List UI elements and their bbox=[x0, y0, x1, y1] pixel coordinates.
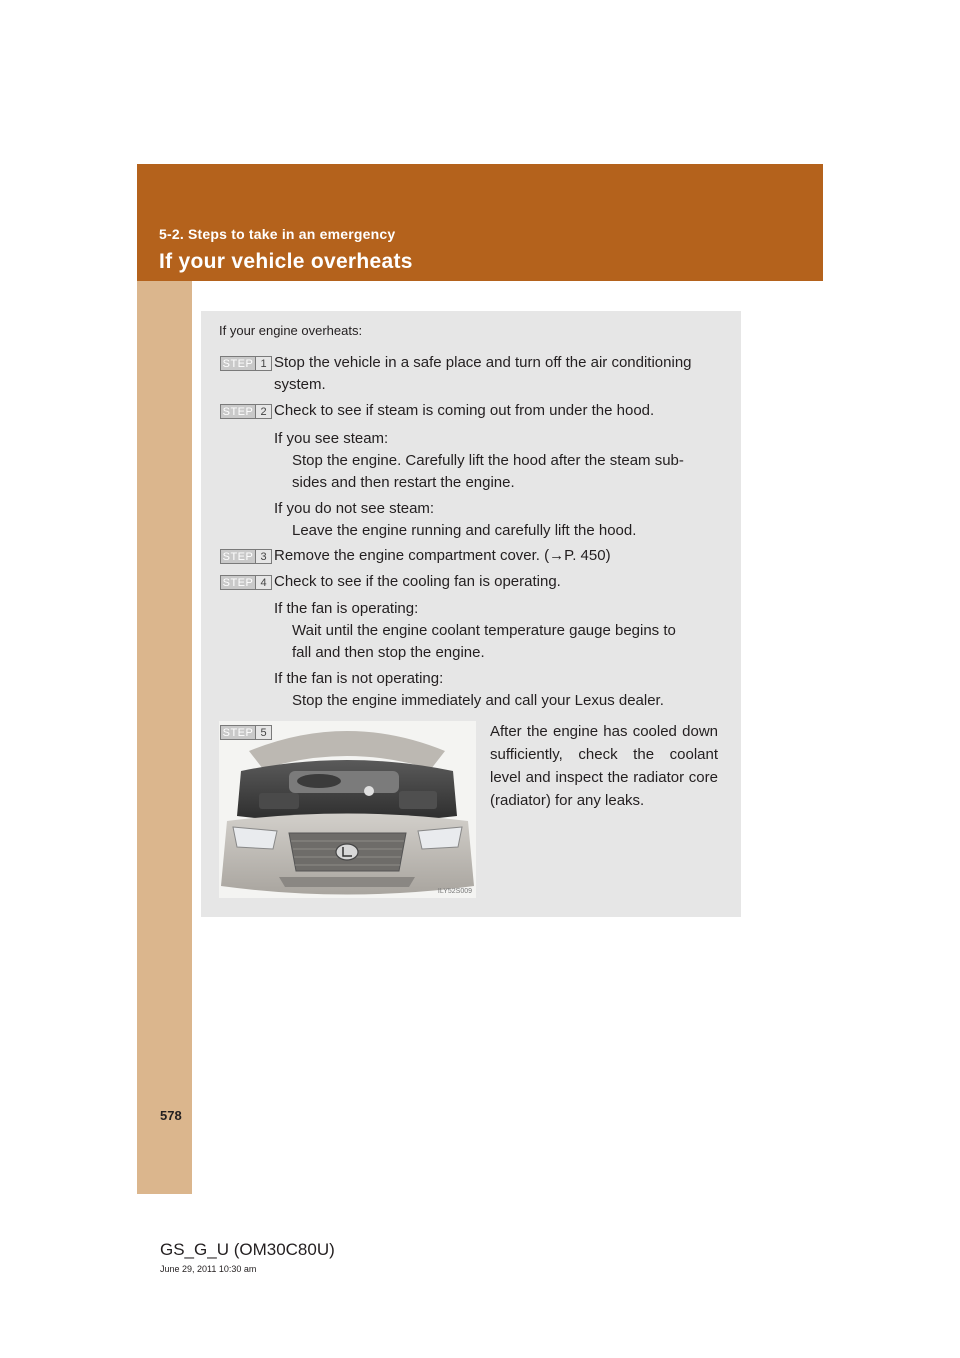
step-2-action: sides and then restart the engine. bbox=[292, 474, 515, 491]
step-word: STEP bbox=[222, 405, 254, 418]
step-1-text: system. bbox=[274, 376, 326, 393]
step-word: STEP bbox=[222, 726, 254, 739]
step-number: 4 bbox=[255, 576, 271, 589]
page-number: 578 bbox=[160, 1108, 182, 1123]
photo-caption: ILY52S009 bbox=[437, 888, 472, 895]
step-4-action: fall and then stop the engine. bbox=[292, 644, 485, 661]
step-3-text: Remove the engine compartment cover. (→P. 450) bbox=[274, 547, 611, 564]
content-box bbox=[201, 311, 741, 917]
step-4-text: Check to see if the cooling fan is operating. bbox=[274, 573, 561, 590]
step-badge-4 bbox=[220, 575, 272, 590]
step-word: STEP bbox=[222, 550, 254, 563]
step-number: 2 bbox=[255, 405, 271, 418]
step-4-action: Stop the engine immediately and call your Lexus dealer. bbox=[292, 692, 664, 709]
header-band bbox=[137, 164, 823, 281]
section-label: 5-2. Steps to take in an emergency bbox=[159, 226, 396, 242]
step-word: STEP bbox=[222, 357, 254, 370]
step-2-text: Check to see if steam is coming out from under the hood. bbox=[274, 402, 655, 419]
step-word: STEP bbox=[222, 576, 254, 589]
step-2-action: Leave the engine running and carefully lift the hood. bbox=[292, 522, 637, 539]
step-2-condition: If you see steam: bbox=[274, 430, 389, 447]
step-4-action: Wait until the engine coolant temperature gauge begins to bbox=[292, 622, 676, 639]
step-number: 5 bbox=[255, 726, 271, 739]
step-2-condition: If you do not see steam: bbox=[274, 500, 435, 517]
page-title: If your vehicle overheats bbox=[159, 250, 413, 273]
step-2-action: Stop the engine. Carefully lift the hood after the steam sub- bbox=[292, 452, 684, 469]
intro-heading: If your engine overheats: bbox=[219, 323, 363, 338]
step-badge-3 bbox=[220, 549, 272, 564]
step-5-text: After the engine has cooled down sufficiently, check the coolant level and inspect the radiator core (radiator) for any leaks. bbox=[490, 723, 718, 809]
step-badge-2 bbox=[220, 404, 272, 419]
step-badge-1 bbox=[220, 356, 272, 371]
step-1-text: Stop the vehicle in a safe place and turn off the air conditioning bbox=[274, 354, 692, 371]
car-front-illustration bbox=[219, 721, 476, 898]
step-4-condition: If the fan is not operating: bbox=[274, 670, 444, 687]
side-strip bbox=[137, 281, 192, 1194]
footer-document-code: GS_G_U (OM30C80U) bbox=[160, 1240, 335, 1259]
step-4-condition: If the fan is operating: bbox=[274, 600, 419, 617]
footer-date: June 29, 2011 10:30 am bbox=[160, 1264, 257, 1274]
step-badge-5 bbox=[220, 725, 272, 740]
step-number: 1 bbox=[255, 357, 271, 370]
step-number: 3 bbox=[255, 550, 271, 563]
engine-compartment-photo bbox=[219, 721, 476, 898]
